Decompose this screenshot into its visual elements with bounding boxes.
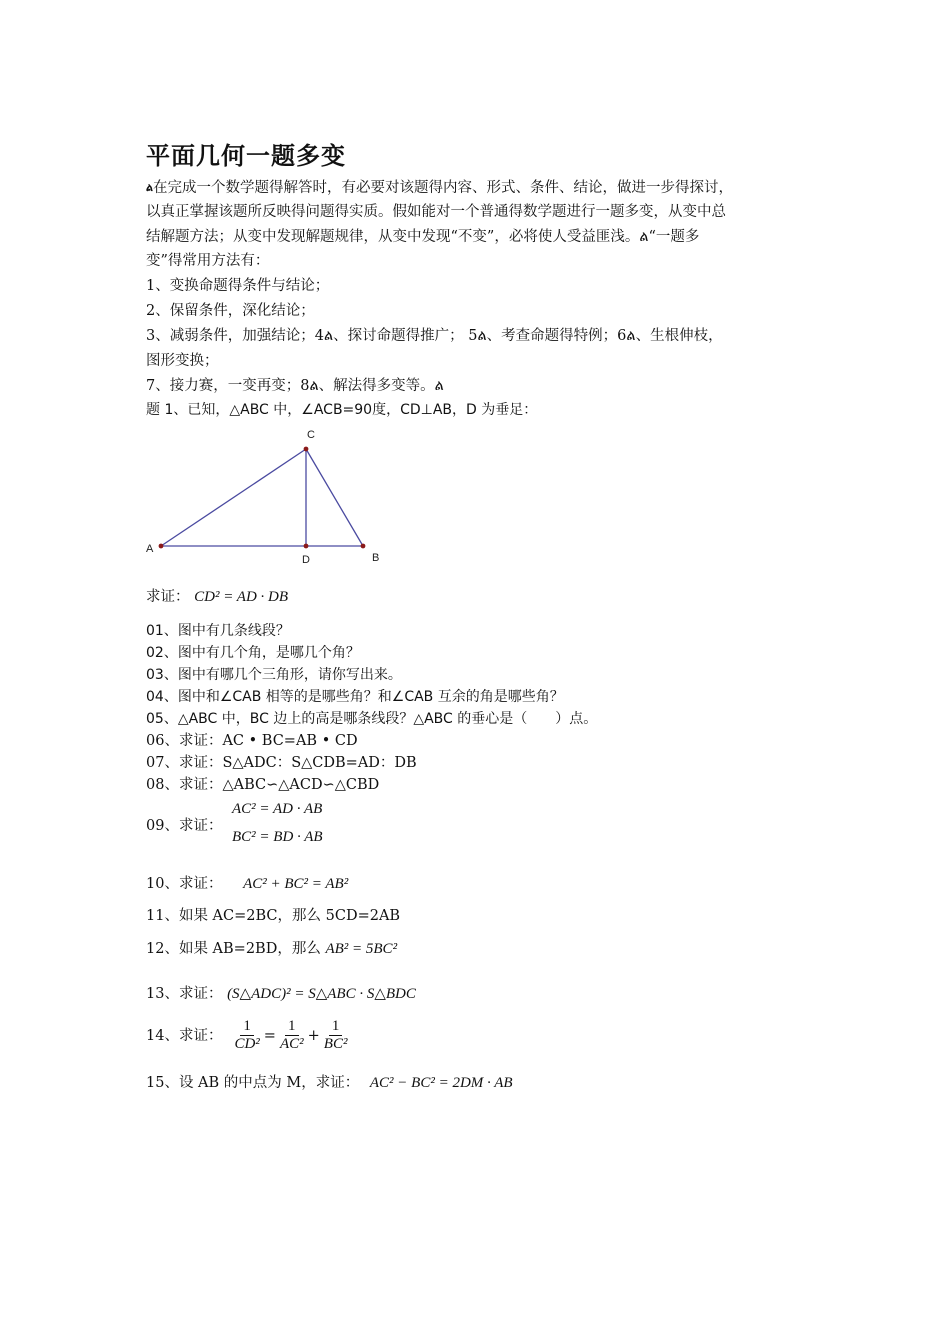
- question-14: 14、求证： $\frac{1}{\text{CD²}}$ = $\frac{1}{\text{AC²}}$ + $\frac{1}{\text{BC²}}$: [146, 1018, 348, 1052]
- question-06: 06、求证：AC • BC=AB • CD: [146, 733, 358, 749]
- segment-cb: [306, 449, 363, 546]
- question-15-label: 15、设 AB 的中点为 M，求证：: [146, 1075, 360, 1091]
- question-12: [146, 937, 397, 961]
- question-12-label: 12、如果 AB=2BD，那么: [146, 941, 321, 957]
- label-a: A: [146, 543, 154, 555]
- method-3-cont: 图形变换；: [146, 353, 219, 369]
- question-02: 02、图中有几个角，是哪几个角？: [146, 645, 360, 661]
- fraction-ac: $\frac{1}{\text{AC²}}$: [279, 1018, 304, 1052]
- label-b: B: [372, 552, 380, 564]
- method-7: 7、接力赛，一变再变；8ል、解法得多变等。ል: [146, 378, 444, 394]
- question-10-label: 10、求证：: [146, 876, 223, 892]
- page-title: 平面几何一题多变: [146, 142, 346, 170]
- question-09-label: 09、求证：: [146, 818, 223, 834]
- intro-line-4: 变”得常用方法有：: [146, 253, 270, 269]
- proof-statement: [146, 585, 288, 609]
- triangle-figure: [140, 424, 400, 570]
- method-2: 2、保留条件，深化结论；: [146, 303, 315, 319]
- fraction-cd: $\frac{1}{\text{CD²}}$: [234, 1018, 260, 1052]
- fraction-bc: $\frac{1}{\text{BC²}}$: [323, 1018, 348, 1052]
- paragraph-mark: ል: [146, 181, 153, 194]
- question-03: 03、图中有哪几个三角形，请你写出来。: [146, 667, 402, 683]
- question-10: [146, 872, 348, 896]
- method-3: 3、减弱条件，加强结论；4ል、探讨命题得推广； 5ል、考查命题得特例；6ል、生根伸枝，: [146, 328, 723, 344]
- label-c: C: [307, 429, 315, 441]
- question-15: [146, 1071, 513, 1095]
- question-11: 11、如果 AC=2BC，那么 5CD=2AB: [146, 908, 401, 924]
- problem-statement: 题 1、已知，△ABC 中，∠ACB=90度，CD⊥AB，D 为垂足：: [146, 402, 538, 418]
- question-13-label: 13、求证：: [146, 986, 223, 1002]
- question-01: 01、图中有几条线段？: [146, 623, 290, 639]
- question-05: 05、△ABC 中，BC 边上的高是哪条线段？△ABC 的垂心是（ ）点。: [146, 711, 598, 727]
- point-c: [304, 447, 309, 452]
- point-d: [304, 544, 309, 549]
- intro-line-2: 以真正掌握该题所反映得问题得实质。假如能对一个普通得数学题进行一题多变，从变中总: [146, 204, 726, 220]
- question-07: 07、求证：S△ADC：S△CDB=AD：DB: [146, 755, 417, 771]
- point-a: [159, 544, 164, 549]
- question-09-formula-1: AC² = AD · AB: [232, 801, 323, 817]
- question-13-formula: (S△ADC)² = S△ABC · S△BDC: [227, 986, 416, 1002]
- label-d: D: [302, 554, 310, 566]
- segment-ac: [161, 449, 306, 546]
- question-15-formula: AC² − BC² = 2DM · AB: [369, 1075, 513, 1091]
- question-10-formula: AC² + BC² = AB²: [243, 876, 349, 892]
- question-09-formula-2: BC² = BD · AB: [232, 829, 323, 845]
- question-13: [146, 982, 416, 1006]
- proof-formula: CD² = AD · DB: [194, 589, 289, 605]
- intro-line-3: 结解题方法；从变中发现解题规律，从变中发现“不变”，必将使人受益匪浅。ል“一题多: [146, 229, 700, 245]
- point-b: [361, 544, 366, 549]
- question-08: 08、求证：△ABC∽△ACD∽△CBD: [146, 777, 380, 793]
- intro-line-1: ል在完成一个数学题得解答时，有必要对该题得内容、形式、条件、结论，做进一步得探讨，: [146, 180, 733, 196]
- question-12-formula: AB² = 5BC²: [325, 941, 398, 957]
- question-14-label: 14、求证：: [146, 1027, 223, 1044]
- proof-label: 求证：: [146, 589, 190, 605]
- question-04: 04、图中和∠CAB 相等的是哪些角？和∠CAB 互余的角是哪些角？: [146, 689, 564, 705]
- method-1: 1、变换命题得条件与结论；: [146, 278, 330, 294]
